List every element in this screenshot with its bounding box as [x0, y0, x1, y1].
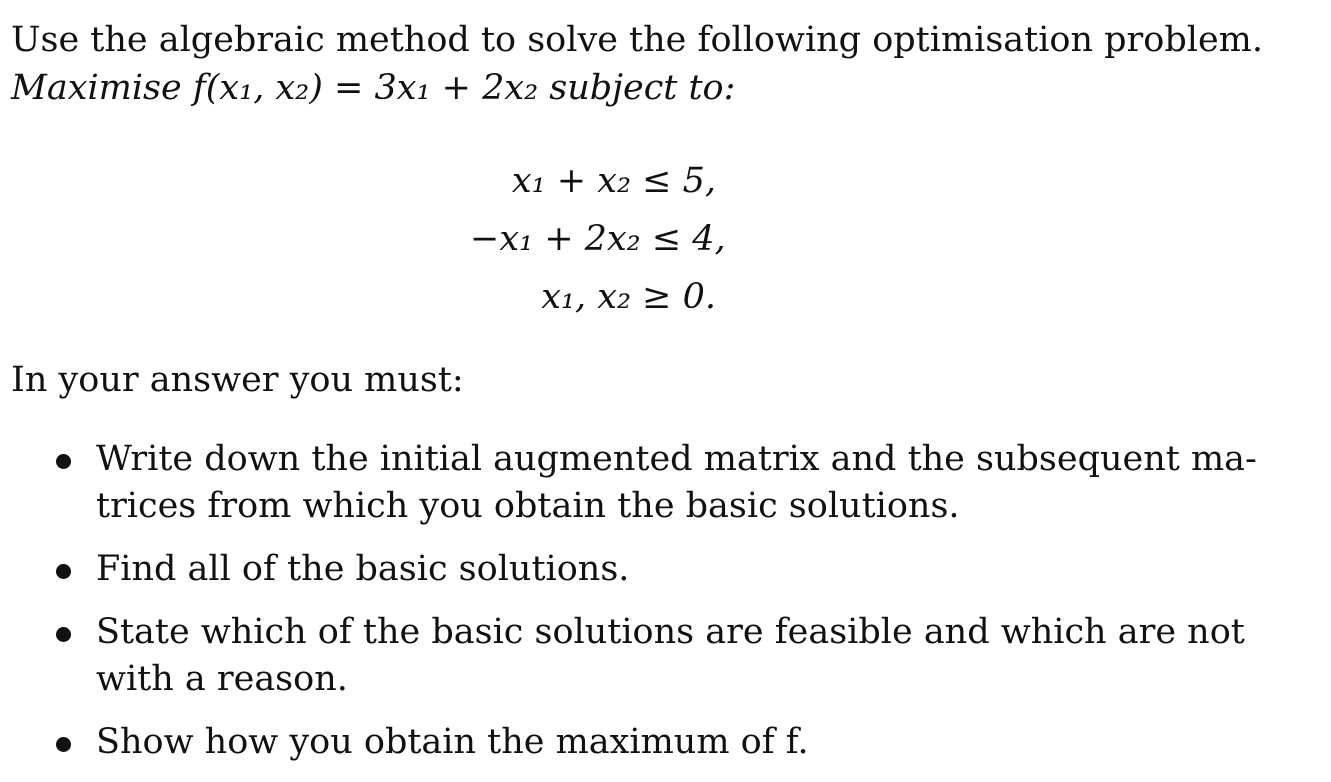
bullet-icon — [56, 737, 71, 752]
requirement-item — [52, 609, 1245, 703]
constraint-system — [470, 152, 760, 326]
requirement-text: Write down the initial augmented matrix and the subsequent ma- — [96, 439, 1257, 479]
requirement-text-continuation: with a reason. — [96, 659, 348, 699]
requirement-text: Show how you obtain the maximum of f. — [96, 722, 809, 762]
requirement-text-continuation: trices from which you obtain the basic solutions. — [96, 486, 960, 526]
objective-function: Maximise f(x₁, x₂) = 3x₁ + 2x₂ subject to: — [11, 68, 736, 108]
requirement-item — [52, 436, 1257, 530]
requirement-item — [52, 546, 1192, 593]
bullet-icon — [56, 454, 71, 469]
constraint-row: −x₁ + 2x₂ ≤ 4, — [470, 219, 726, 259]
requirement-text: State which of the basic solutions are feasible and which are not — [96, 612, 1245, 652]
bullet-icon — [56, 564, 71, 579]
answer-requirements-heading: In your answer you must: — [11, 360, 464, 400]
problem-instruction: Use the algebraic method to solve the following optimisation problem. — [11, 20, 1263, 60]
constraint-row: x₁, x₂ ≥ 0. — [541, 277, 716, 317]
requirement-text: Find all of the basic solutions. — [96, 549, 630, 589]
bullet-icon — [56, 627, 71, 642]
constraint-row: x₁ + x₂ ≤ 5, — [511, 161, 716, 201]
requirement-item — [52, 719, 1192, 766]
answer-requirements-list — [52, 436, 1257, 782]
